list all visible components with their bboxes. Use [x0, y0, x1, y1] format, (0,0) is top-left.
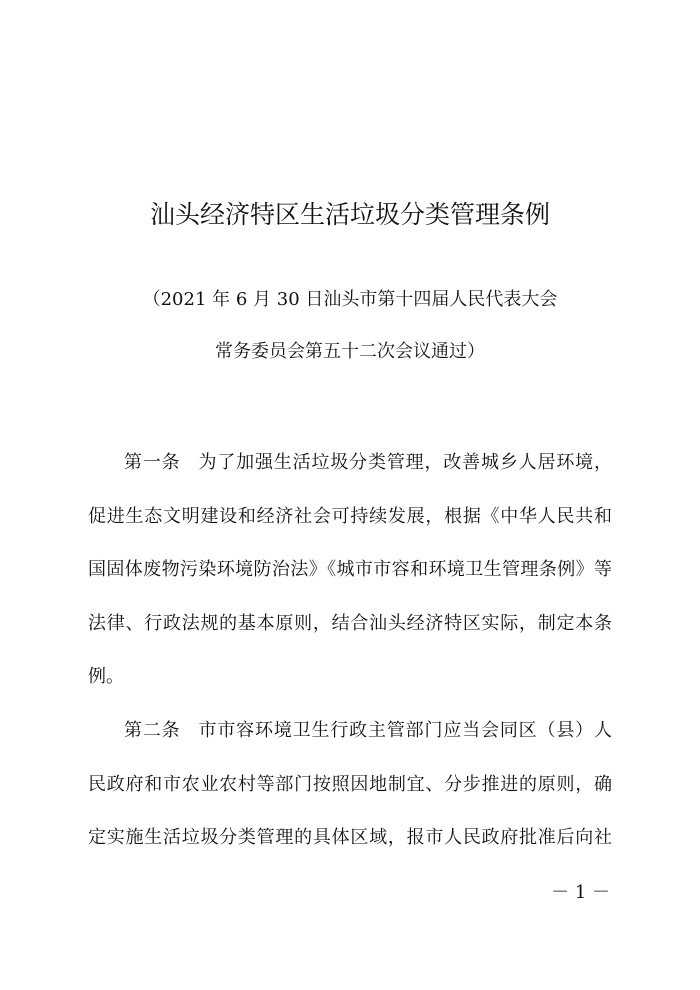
article-1-line: [88, 436, 612, 490]
document-subtitle: [0, 274, 700, 378]
article-2-line: 民政府和市农业农村等部门按照因地制宜、分步推进的原则，确: [88, 773, 612, 795]
document-title: 汕头经济特区生活垃圾分类管理条例: [149, 200, 550, 229]
article-2-text: 市市容环境卫生行政主管部门应当会同区（县）人: [198, 719, 612, 741]
article-1-line: 国固体废物污染环境防治法》《城市市容和环境卫生管理条例》等: [88, 559, 612, 581]
subtitle-line: （2021 年 6 月 30 日汕头市第十四届人民代表大会: [142, 289, 558, 310]
article-2-label: 第二条: [124, 719, 181, 741]
article-1-line: 促进生态文明建设和经济社会可持续发展，根据《中华人民共和: [88, 505, 612, 527]
document-body: [88, 436, 612, 865]
article-1-line: 法律、行政法规的基本原则，结合汕头经济特区实际，制定本条: [88, 612, 612, 634]
article-2-line: 定实施生活垃圾分类管理的具体区域，报市人民政府批准后向社: [88, 827, 612, 849]
page-number: － 1 －: [551, 882, 610, 903]
article-1-line: 例。: [88, 666, 124, 688]
subtitle-line: 常务委员会第五十二次会议通过）: [215, 341, 485, 362]
article-1-label: 第一条: [124, 452, 181, 473]
article-1-text: 为了加强生活垃圾分类管理，改善城乡人居环境，: [198, 452, 612, 473]
article-2-line: [88, 704, 612, 758]
